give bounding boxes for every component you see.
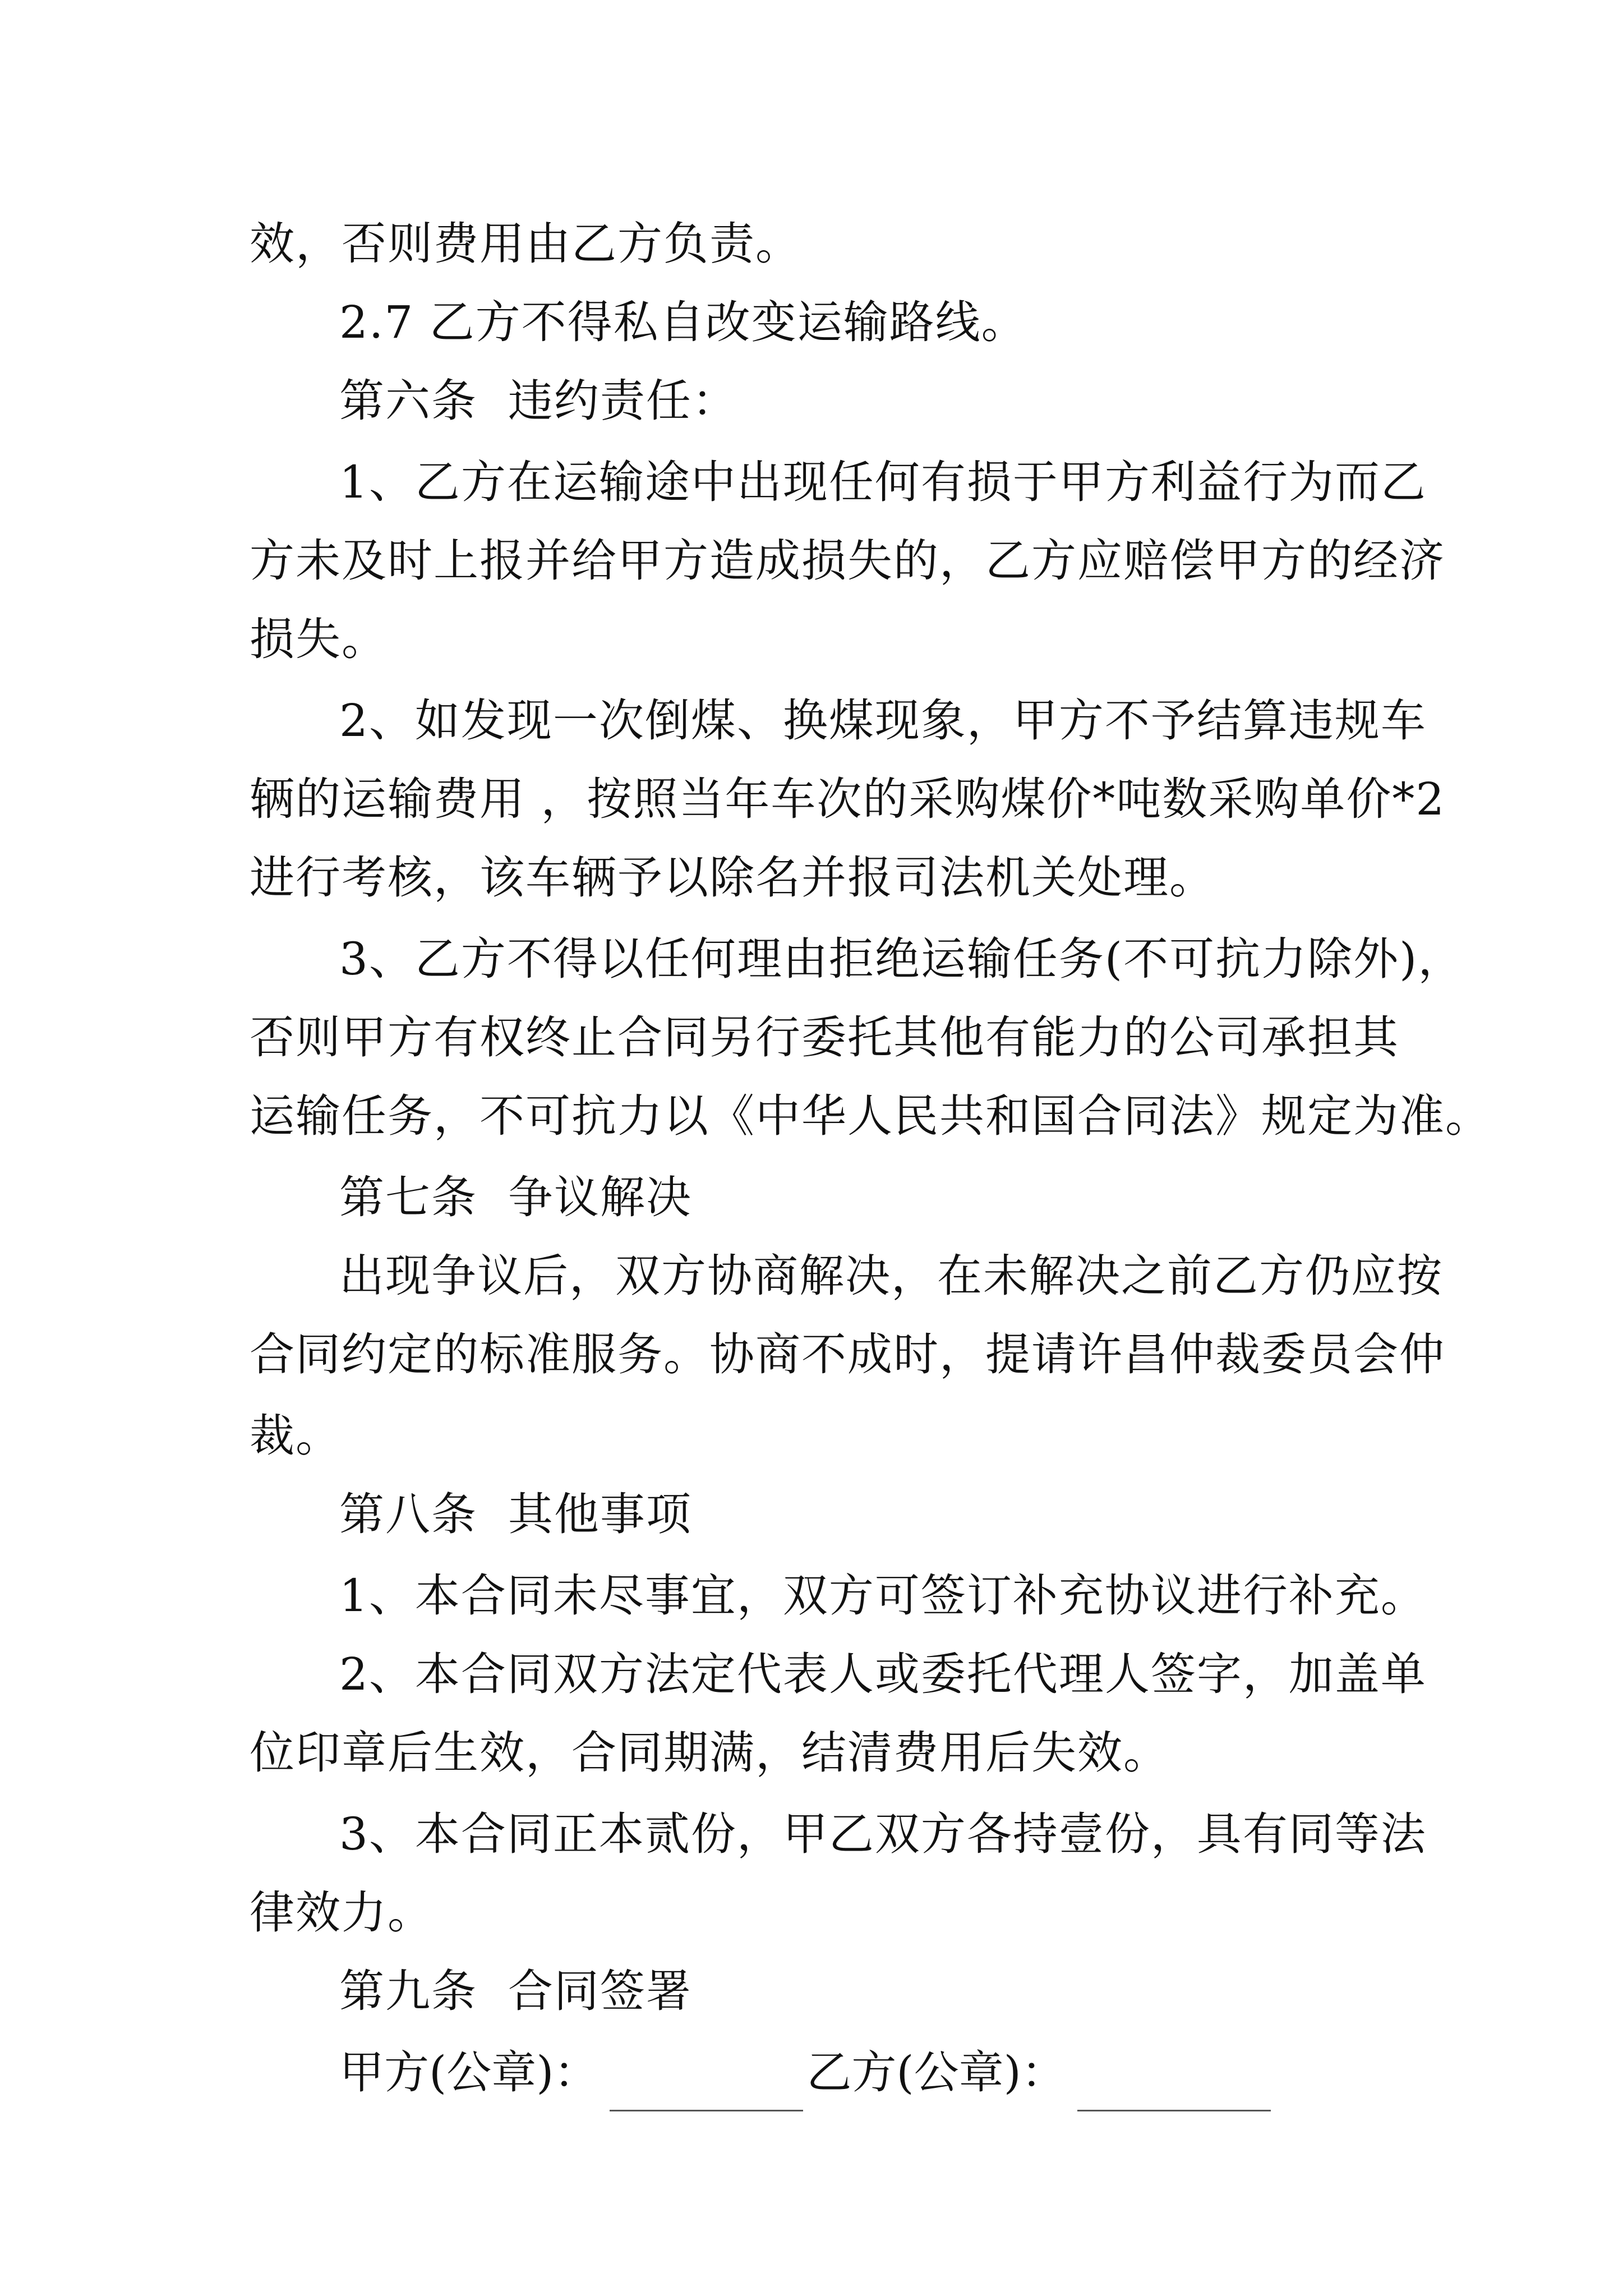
text-line: 合同约定的标准服务。协商不成时，提请许昌仲裁委员会仲 [250,1328,1445,1381]
text-line: 损失。 [250,613,388,665]
party-a-label: 甲方(公章)： [339,2046,599,2099]
article-8-heading: 第八条 其他事项 [339,1488,692,1540]
signature-row [339,2033,1274,2112]
party-a-signature-blank [610,2059,803,2111]
article-7-heading: 第七条 争议解决 [339,1171,692,1223]
text-line: 1、本合同未尽事宜，双方可签订补充协议进行补充。 [339,1570,1427,1622]
text-line: 位印章后生效，合同期满，结清费用后失效。 [250,1727,1169,1779]
text-line: 1、乙方在运输途中出现任何有损于甲方利益行为而乙 [339,456,1427,508]
party-b-label: 乙方(公章)： [806,2046,1066,2099]
text-line: 辆的运输费用 ，按照当年车次的采购煤价*吨数采购单价*2 [250,773,1446,825]
clause-2-7: 2.7 乙方不得私自改变运输路线。 [339,296,1027,348]
text-line: 3、本合同正本贰份，甲乙双方各持壹份，具有同等法 [339,1808,1427,1860]
text-line: 进行考核，该车辆予以除名并报司法机关处理。 [250,852,1215,904]
text-line: 出现争议后，双方协商解决，在未解决之前乙方仍应按 [339,1250,1443,1302]
text-line: 2、本合同双方法定代表人或委托代理人签字，加盖单 [339,1648,1427,1700]
article-6-heading: 第六条 违约责任： [339,375,738,427]
party-b-signature-blank [1077,2059,1271,2111]
text-line: 2、如发现一次倒煤、换煤现象，甲方不予结算违规车 [339,694,1427,747]
text-line: 否则甲方有权终止合同另行委托其他有能力的公司承担其 [250,1011,1399,1064]
text-line: 裁。 [250,1410,342,1462]
text-line: 3、乙方不得以任何理由拒绝运输任务(不可抗力除外)， [339,933,1464,985]
article-9-heading: 第九条 合同签署 [339,1965,692,2017]
text-line: 方未及时上报并给甲方造成损失的，乙方应赔偿甲方的经济 [250,535,1445,587]
text-line: 运输任务，不可抗力以《中华人民共和国合同法》规定为准。 [250,1090,1491,1142]
text-line: 律效力。 [250,1887,434,1939]
text-line: 效，否则费用由乙方负责。 [250,218,801,270]
